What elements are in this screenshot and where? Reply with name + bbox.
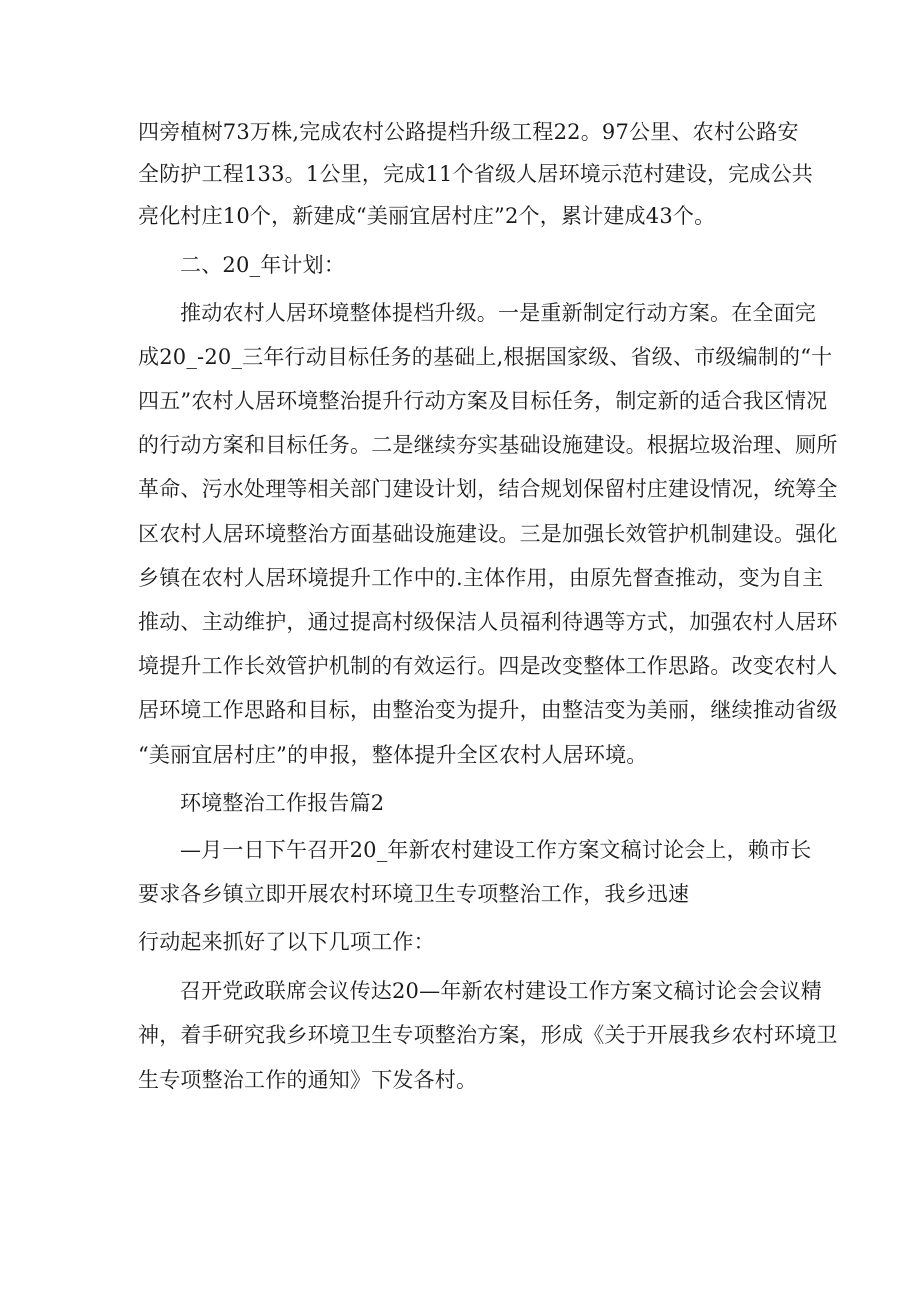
body-text-line: “美丽宜居村庄”的申报，整体提升全区农村人居环境。: [138, 743, 648, 767]
body-text-line: 区农村人居环境整治方面基础设施建设。三是加强长效管护机制建设。强化: [138, 522, 838, 546]
body-text-line: 全防护工程133。1公里，完成11个省级人居环境示范村建设，完成公共: [138, 162, 813, 186]
body-text-line: 召开党政联席会议传达20—年新农村建设工作方案文稿讨论会会议精: [180, 979, 822, 1003]
body-text-line: —月一日下午召开20_年新农村建设工作方案文稿讨论会上，赖市长: [180, 838, 812, 862]
section-heading: 环境整治工作报告篇2: [180, 791, 385, 815]
section-heading: 二、20_年计划：: [180, 253, 346, 277]
body-text-line: 亮化村庄10个，新建成“美丽宜居村庄”2个，累计建成43个。: [138, 204, 716, 228]
body-text-line: 神，着手研究我乡环境卫生专项整治方案，形成《关于开展我乡农村环境卫: [138, 1023, 838, 1047]
body-text-line: 四五”农村人居环境整治提升行动方案及目标任务，制定新的适合我区情况: [138, 389, 828, 413]
body-text-line: 推动农村人居环境整体提档升级。一是重新制定行动方案。在全面完: [180, 301, 816, 325]
body-text-line: 要求各乡镇立即开展农村环境卫生专项整治工作，我乡迅速: [138, 882, 690, 906]
body-text-line: 生专项整治工作的通知》下发各村。: [138, 1068, 478, 1092]
body-text-line: 行动起来抓好了以下几项工作：: [138, 930, 435, 954]
body-text-line: 成20_-20_三年行动目标任务的基础上,根据国家级、省级、市级编制的“十: [138, 345, 833, 369]
body-text-line: 的行动方案和目标任务。二是继续夯实基础设施建设。根据垃圾治理、厕所: [138, 433, 838, 457]
body-text-line: 居环境工作思路和目标，由整治变为提升，由整洁变为美丽，继续推动省级: [138, 698, 838, 722]
body-text-line: 推动、主动维护，通过提高村级保洁人员福利待遇等方式，加强农村人居环: [138, 610, 838, 634]
body-text-line: 革命、污水处理等相关部门建设计划，结合规划保留村庄建设情况，统筹全: [138, 477, 838, 501]
body-text-line: 四旁植树73万株,完成农村公路提档升级工程22。97公里、农村公路安: [138, 120, 799, 144]
body-text-line: 境提升工作长效管护机制的有效运行。四是改变整体工作思路。改变农村人: [138, 654, 838, 678]
body-text-line: 乡镇在农村人居环境提升工作中的.主体作用，由原先督查推动，变为自主: [138, 566, 824, 590]
